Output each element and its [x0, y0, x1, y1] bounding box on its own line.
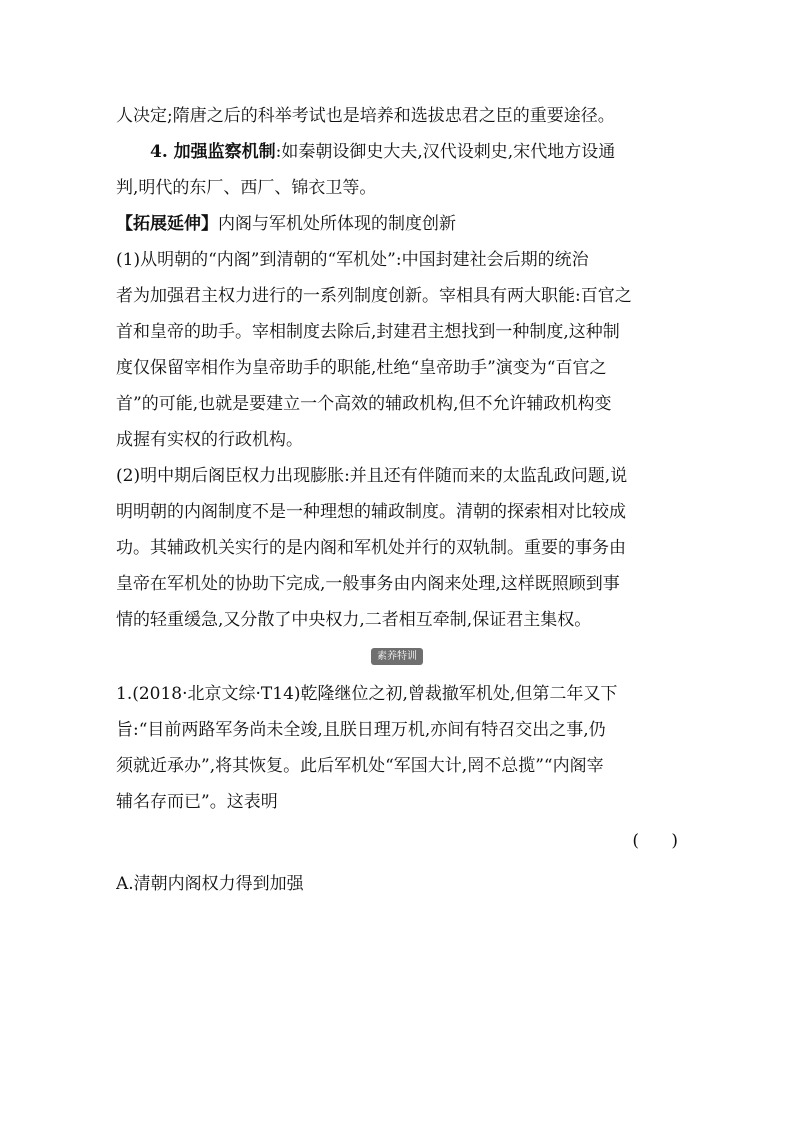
extension-tag: 【拓展延伸】 [116, 214, 218, 234]
document-content [116, 98, 678, 902]
para1-line: 成握有实权的行政机构。 [116, 430, 303, 450]
extension-title: 内阁与军机处所体现的制度创新 [218, 214, 456, 234]
para1-line: 首”的可能,也就是要建立一个高效的辅政机构,但不允许辅政机构变 [116, 394, 612, 414]
point4-heading: 4. 加强监察机制 [150, 142, 276, 162]
question-line: 辅名存而已”。这表明 [116, 792, 278, 812]
question-1 [116, 676, 678, 820]
extension-para1 [116, 242, 678, 458]
para2-line: 皇帝在军机处的协助下完成,一般事务由内阁来处理,这样既照顾到事 [116, 574, 620, 594]
answer-blank[interactable]: ( ) [632, 831, 678, 851]
answer-paren-row [116, 820, 678, 860]
training-badge: 素养特训 [371, 648, 423, 665]
para2-line: (2)明中期后阁臣权力出现膨胀:并且还有伴随而来的太监乱政问题,说 [116, 466, 628, 486]
para2-line: 功。其辅政机关实行的是内阁和军机处并行的双轨制。重要的事务由 [116, 538, 626, 558]
question-line: 须就近承办”,将其恢复。此后军机处“军国大计,罔不总揽”“内阁宰 [116, 756, 604, 776]
question-line: 旨:“目前两路军务尚未全竣,且朕日理万机,亦间有特召交出之事,仍 [116, 720, 606, 740]
point4-line1 [116, 134, 678, 170]
question-line: 1.(2018·北京文综·T14)乾隆继位之初,曾裁撤军机处,但第二年又下 [116, 684, 618, 704]
para1-line: (1)从明朝的“内阁”到清朝的“军机处”:中国封建社会后期的统治 [116, 250, 589, 270]
extension-heading [116, 206, 678, 242]
extension-para2 [116, 458, 678, 638]
para1-line: 度仅保留宰相作为皇帝助手的职能,杜绝“皇帝助手”演变为“百官之 [116, 358, 607, 378]
para1-line: 者为加强君主权力进行的一系列制度创新。宰相具有两大职能:百官之 [116, 286, 632, 306]
point4-text: :如秦朝设御史大夫,汉代设刺史,宋代地方设通 [275, 142, 616, 162]
training-badge-row [116, 638, 678, 676]
para2-line: 明明朝的内阁制度不是一种理想的辅政制度。清朝的探索相对比较成 [116, 502, 626, 522]
intro-line: 人决定;隋唐之后的科举考试也是培养和选拔忠君之臣的重要途径。 [116, 106, 615, 126]
point4-line2: 判,明代的东厂、西厂、锦衣卫等。 [116, 178, 377, 198]
option-a[interactable]: A.清朝内阁权力得到加强 [116, 874, 304, 894]
para2-line: 情的轻重缓急,又分散了中央权力,二者相互牵制,保证君主集权。 [116, 610, 592, 630]
para1-line: 首和皇帝的助手。宰相制度去除后,封建君主想找到一种制度,这种制 [116, 322, 620, 342]
